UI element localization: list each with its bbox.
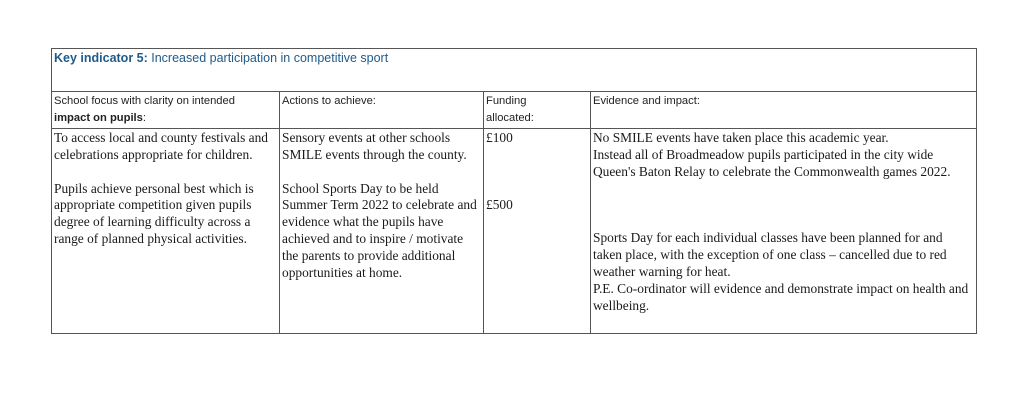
header-focus-line1: School focus with clarity on intended (54, 95, 235, 107)
header-focus-bold: impact on pupils (54, 112, 143, 124)
header-actions: Actions to achieve: (280, 92, 484, 129)
funding-cell (484, 129, 591, 334)
focus-cell (52, 129, 280, 334)
evidence-paragraph: Sports Day for each individual classes have been planned for and taken place, with the exception of one class – cancelled due to red weather warning for heat. (593, 230, 947, 279)
evidence-paragraph: P.E. Co-ordinator will evidence and demonstrate impact on health and wellbeing. (593, 280, 969, 313)
evidence-paragraph: Instead all of Broadmeadow pupils participated in the city wide Queen's Baton Relay to celebrate the Commonwealth games 2022. (593, 146, 951, 179)
focus-paragraph: To access local and county festivals and celebrations appropriate for children. (54, 130, 268, 162)
evidence-paragraph: No SMILE events have taken place this academic year. (593, 130, 889, 145)
header-funding-line2: allocated: (486, 112, 534, 124)
header-focus-line2 (54, 110, 277, 127)
indicator-table (51, 48, 977, 334)
key-indicator-label: Key indicator 5: (54, 51, 148, 65)
focus-paragraph: Pupils achieve personal best which is appropriate competition given pupils degree of learning difficulty across a range of planned physical activities. (54, 180, 254, 246)
key-indicator-table (51, 48, 976, 334)
title-row (52, 49, 977, 92)
header-funding-line1: Funding (486, 95, 527, 107)
key-indicator-text: Increased participation in competitive sport (147, 51, 389, 65)
evidence-cell (591, 129, 977, 334)
header-row (52, 92, 977, 129)
actions-paragraph: School Sports Day to be held Summer Term 2022 to celebrate and evidence what the pupils have achieved and to inspire / motivate the parents to provide additional opportunities at home. (282, 180, 477, 280)
header-evidence: Evidence and impact: (591, 92, 977, 129)
content-row (52, 129, 977, 334)
header-focus-colon: : (142, 112, 146, 124)
header-school-focus (52, 92, 280, 129)
actions-cell (280, 129, 484, 334)
funding-amount: £100 (486, 130, 513, 145)
funding-amount: £500 (486, 196, 513, 212)
header-funding (484, 92, 591, 129)
key-indicator-title (52, 49, 977, 92)
actions-paragraph: Sensory events at other schools SMILE events through the county. (282, 130, 467, 162)
